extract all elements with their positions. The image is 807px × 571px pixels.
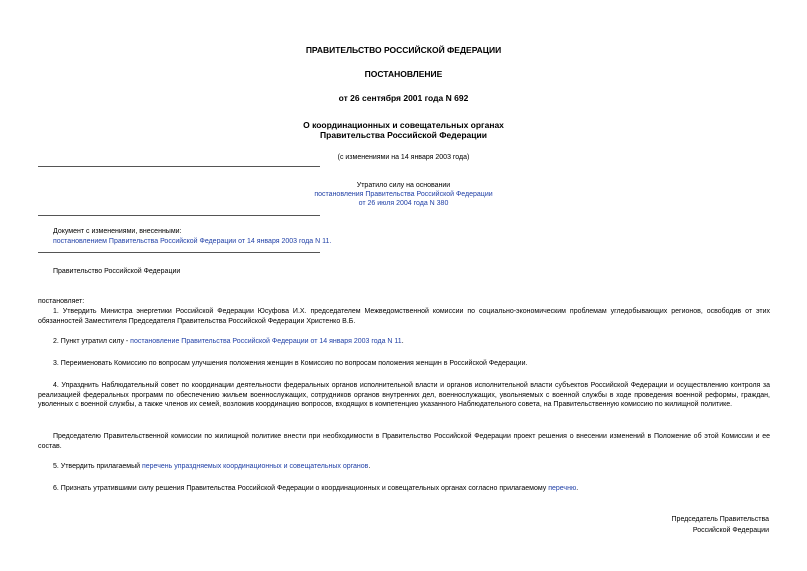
paragraph-7-link[interactable]: перечню <box>548 485 577 492</box>
paragraph-6 <box>38 462 770 472</box>
divider <box>38 215 320 216</box>
amendments-note: (с изменениями на 14 января 2003 года) <box>337 154 470 161</box>
signature-line1: Председатель Правительства <box>671 516 769 523</box>
signature-line2: Российской Федерации <box>692 527 769 534</box>
doc-date-number: от 26 сентября 2001 года N 692 <box>338 93 469 103</box>
void-link-2[interactable]: от 26 июля 2004 года N 380 <box>358 200 449 207</box>
paragraph-7 <box>38 484 770 494</box>
divider <box>38 252 320 253</box>
doc-type: ПОСТАНОВЛЕНИЕ <box>364 69 443 79</box>
divider <box>38 166 320 167</box>
paragraph-7-end: . <box>576 485 579 492</box>
doc-title-line2: Правительства Российской Федерации <box>320 130 487 140</box>
changes-link[interactable]: постановлением Правительства Российской Федерации от 14 января 2003 года N 11. <box>53 238 332 245</box>
paragraph-6-text: 5. Утвердить прилагаемый <box>53 463 142 470</box>
resolves-text: постановляет: <box>38 298 85 305</box>
void-notice-link-line2[interactable] <box>0 199 807 209</box>
void-notice-text: Утратило силу на основании <box>356 182 451 189</box>
paragraph-4: 4. Упразднить Наблюдательный совет по координации деятельности федеральных органов исполнительной власти и органов исполнительной власти субъектов Российской Федерации и осуществлению контроля за реализацией федеральных программ по обеспечению жильем военнослужащих, сотрудников органов внутренних дел, военнослужащих, увольняемых с военной службы в ходе проведения военной реформы, граждан, уволенных с военной службы, а также членов их семей, возложив координацию вопросов, входящих в компетенцию указанного Наблюдательного совета, на Правительственную комиссию по жилищной политике. <box>38 382 770 408</box>
paragraph-6-end: . <box>368 463 371 470</box>
doc-title-line1: О координационных и совещательных органах <box>303 120 504 130</box>
paragraph-5: Председателю Правительственной комиссии по жилищной политике внести при необходимости в Правительство Российской Федерации проект решения о внесении изменений в Положение об этой Комиссии и ее состав. <box>38 433 770 450</box>
paragraph-2-text: 2. Пункт утратил силу - <box>53 338 131 345</box>
void-link-1[interactable]: постановления Правительства Российской Федерации <box>314 191 493 198</box>
paragraph-2-end: . <box>401 338 404 345</box>
paragraph-1: 1. Утвердить Министра энергетики Российской Федерации Юсуфова И.Х. председателем Межведомственной комиссии по социально-экономическим проблемам угледобывающих регионов, освободив от этих обязанностей Заместителя Председателя Правительства Российской Федерации Христенко В.Б. <box>38 308 770 325</box>
paragraph-2 <box>38 337 770 347</box>
paragraph-3: 3. Переименовать Комиссию по вопросам улучшения положения женщин в Комиссию по вопросам положения женщин в Российской Федерации. <box>53 360 528 367</box>
org-title: ПРАВИТЕЛЬСТВО РОССИЙСКОЙ ФЕДЕРАЦИИ <box>305 45 502 55</box>
changes-label: Документ с изменениями, внесенными: <box>53 228 182 235</box>
paragraph-7-text: 6. Признать утратившими силу решения Правительства Российской Федерации о координационных и совещательных органах согласно прилагаемому <box>53 485 549 492</box>
paragraph-2-link[interactable]: постановление Правительства Российской Федерации от 14 января 2003 года N 11 <box>130 338 402 345</box>
paragraph-6-link[interactable]: перечень упраздняемых координационных и совещательных органов <box>141 463 369 470</box>
intro-text: Правительство Российской Федерации <box>53 268 181 275</box>
